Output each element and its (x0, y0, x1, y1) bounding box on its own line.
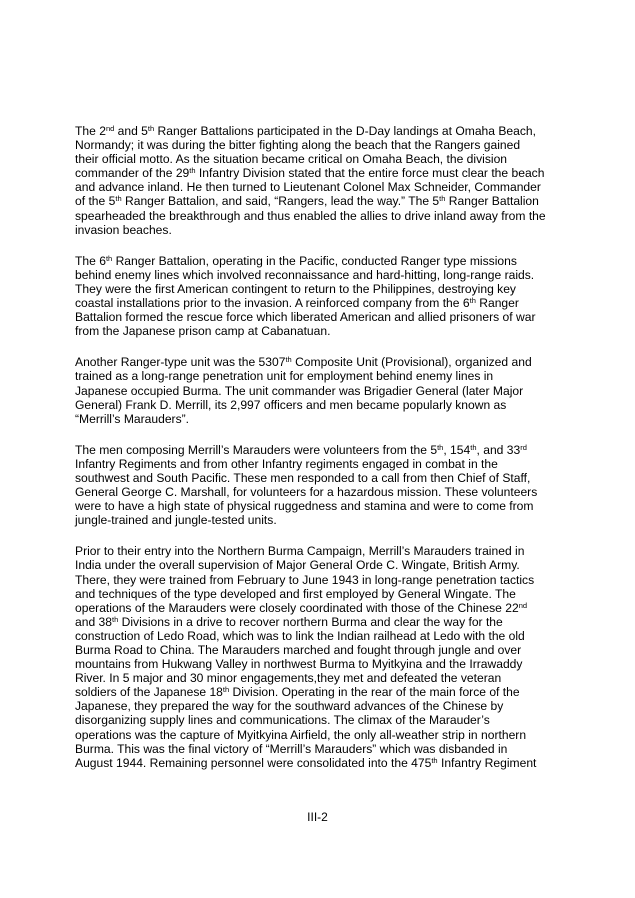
text-line: operations was the capture of Myitkyina Airfield, the only all-weather strip in northern (75, 727, 527, 742)
superscript: th (469, 296, 476, 306)
text-line: The 2nd and 5th Ranger Battalions participated in the D-Day landings at Omaha Beach, (75, 124, 537, 138)
paragraph (75, 355, 567, 425)
text-line: August 1944. Remaining personnel were consolidated into the 475th Infantry Regiment (75, 755, 537, 770)
text-line: Infantry Regiments and from other Infantry regiments engaged in combat in the (75, 456, 498, 471)
page-number: III-2 (307, 810, 328, 824)
text-line: disorganizing supply lines and communications. The climax of the Marauder’s (75, 713, 490, 728)
text-line: construction of Ledo Road, which was to link the Indian railhead at Ledo with the old (75, 628, 525, 643)
text-line: River. In 5 major and 30 minor engagements,they met and defeated the veteran (75, 671, 502, 686)
text-line: General) Frank D. Merrill, its 2,997 officers and men became popularly known as (75, 397, 507, 412)
text-line: and advance inland. He then turned to Lieutenant Colonel Max Schneider, Commander (75, 180, 541, 195)
text-line: jungle-trained and jungle-tested units. (75, 513, 277, 528)
superscript: th (222, 685, 230, 695)
superscript: th (470, 442, 477, 452)
text-line: were to have a high state of physical ruggedness and stamina and were to come from (75, 499, 534, 514)
text-line: behind enemy lines which involved reconnaissance and hard-hitting, long-range raids. (75, 267, 535, 282)
superscript: th (112, 614, 119, 624)
text-line: soldiers of the Japanese 18th Division. Operating in the rear of the main force of the (75, 685, 520, 700)
text-line: General George C. Marshall, for volunteers for a hazardous mission. These volunteers (75, 485, 538, 500)
superscript: th (115, 194, 122, 204)
text-line: trained as a long-range penetration unit for employment behind enemy lines in (75, 369, 494, 384)
text-line: coastal installations prior to the invasion. A reinforced company from the 6th Ranger (75, 296, 519, 311)
superscript: th (285, 355, 292, 365)
paragraph (75, 544, 567, 770)
superscript: th (105, 253, 113, 263)
paragraph (75, 443, 567, 528)
paragraph (75, 254, 567, 339)
text-line: There, they were trained from February to June 1943 in long-range penetration tactics (75, 572, 535, 587)
text-line: Battalion formed the rescue force which liberated American and allied prisoners of war (75, 310, 536, 325)
text-line: Japanese occupied Burma. The unit commander was Brigadier General (later Major (75, 383, 524, 398)
superscript: th (437, 442, 444, 452)
text-line: their official motto. As the situation became critical on Omaha Beach, the division (75, 152, 508, 167)
superscript: nd (518, 600, 528, 610)
superscript: th (147, 124, 155, 133)
superscript: th (439, 194, 446, 204)
text-line: “Merrill’s Marauders”. (75, 411, 190, 426)
superscript: nd (105, 124, 115, 133)
superscript: rd (520, 442, 527, 452)
text-line: Japanese, they prepared the way for the southward advances of the Chinese by (75, 699, 504, 714)
text-line: The men composing Merrill’s Marauders were volunteers from the 5th, 154th, and 33rd (75, 442, 527, 457)
text-line: operations of the Marauders were closely coordinated with those of the Chinese 22nd (75, 600, 528, 615)
text-line: of the 5th Ranger Battalion, and said, “Rangers, lead the way.” The 5th Ranger Battalion (75, 194, 539, 209)
text-line: Prior to their entry into the Northern Burma Campaign, Merrill’s Marauders trained in (75, 544, 525, 559)
superscript: th (431, 755, 438, 765)
text-line: Burma. This was the final victory of “Merrill’s Marauders” which was disbanded in (75, 741, 508, 756)
text-line: and techniques of the type developed and first employed by General Wingate. The (75, 586, 516, 601)
paragraph (75, 124, 567, 237)
text-line: southwest and South Pacific. These men responded to a call from then Chief of Staff, (75, 470, 531, 485)
text-line: Another Ranger-type unit was the 5307th Composite Unit (Provisional), organized and (75, 355, 532, 370)
text-line: and 38th Divisions in a drive to recover northern Burma and clear the way for the (75, 614, 503, 629)
text-line: Burma Road to China. The Marauders marched and fought through jungle and over (75, 643, 522, 657)
text-line: commander of the 29th Infantry Division stated that the entire force must clear the beach (75, 166, 545, 181)
text-line: spearheaded the breakthrough and thus enabled the allies to drive inland away from the (75, 208, 546, 223)
text-line: invasion beaches. (75, 222, 172, 237)
text-line: Normandy; it was during the bitter fighting along the beach that the Rangers gained (75, 138, 521, 153)
text-line: India under the overall supervision of Major General Orde C. Wingate, British Army. (75, 558, 520, 573)
text-line: from the Japanese prison camp at Cabanatuan. (75, 324, 331, 339)
text-line: mountains from Hukwang Valley in northwest Burma to Myitkyina and the Irrawaddy (75, 657, 523, 672)
text-line: The 6th Ranger Battalion, operating in the Pacific, conducted Ranger type missions (75, 253, 517, 268)
text-line: They were the first American contingent to return to the Philippines, destroying key (75, 281, 516, 296)
superscript: th (189, 166, 196, 176)
body-text (75, 124, 567, 787)
